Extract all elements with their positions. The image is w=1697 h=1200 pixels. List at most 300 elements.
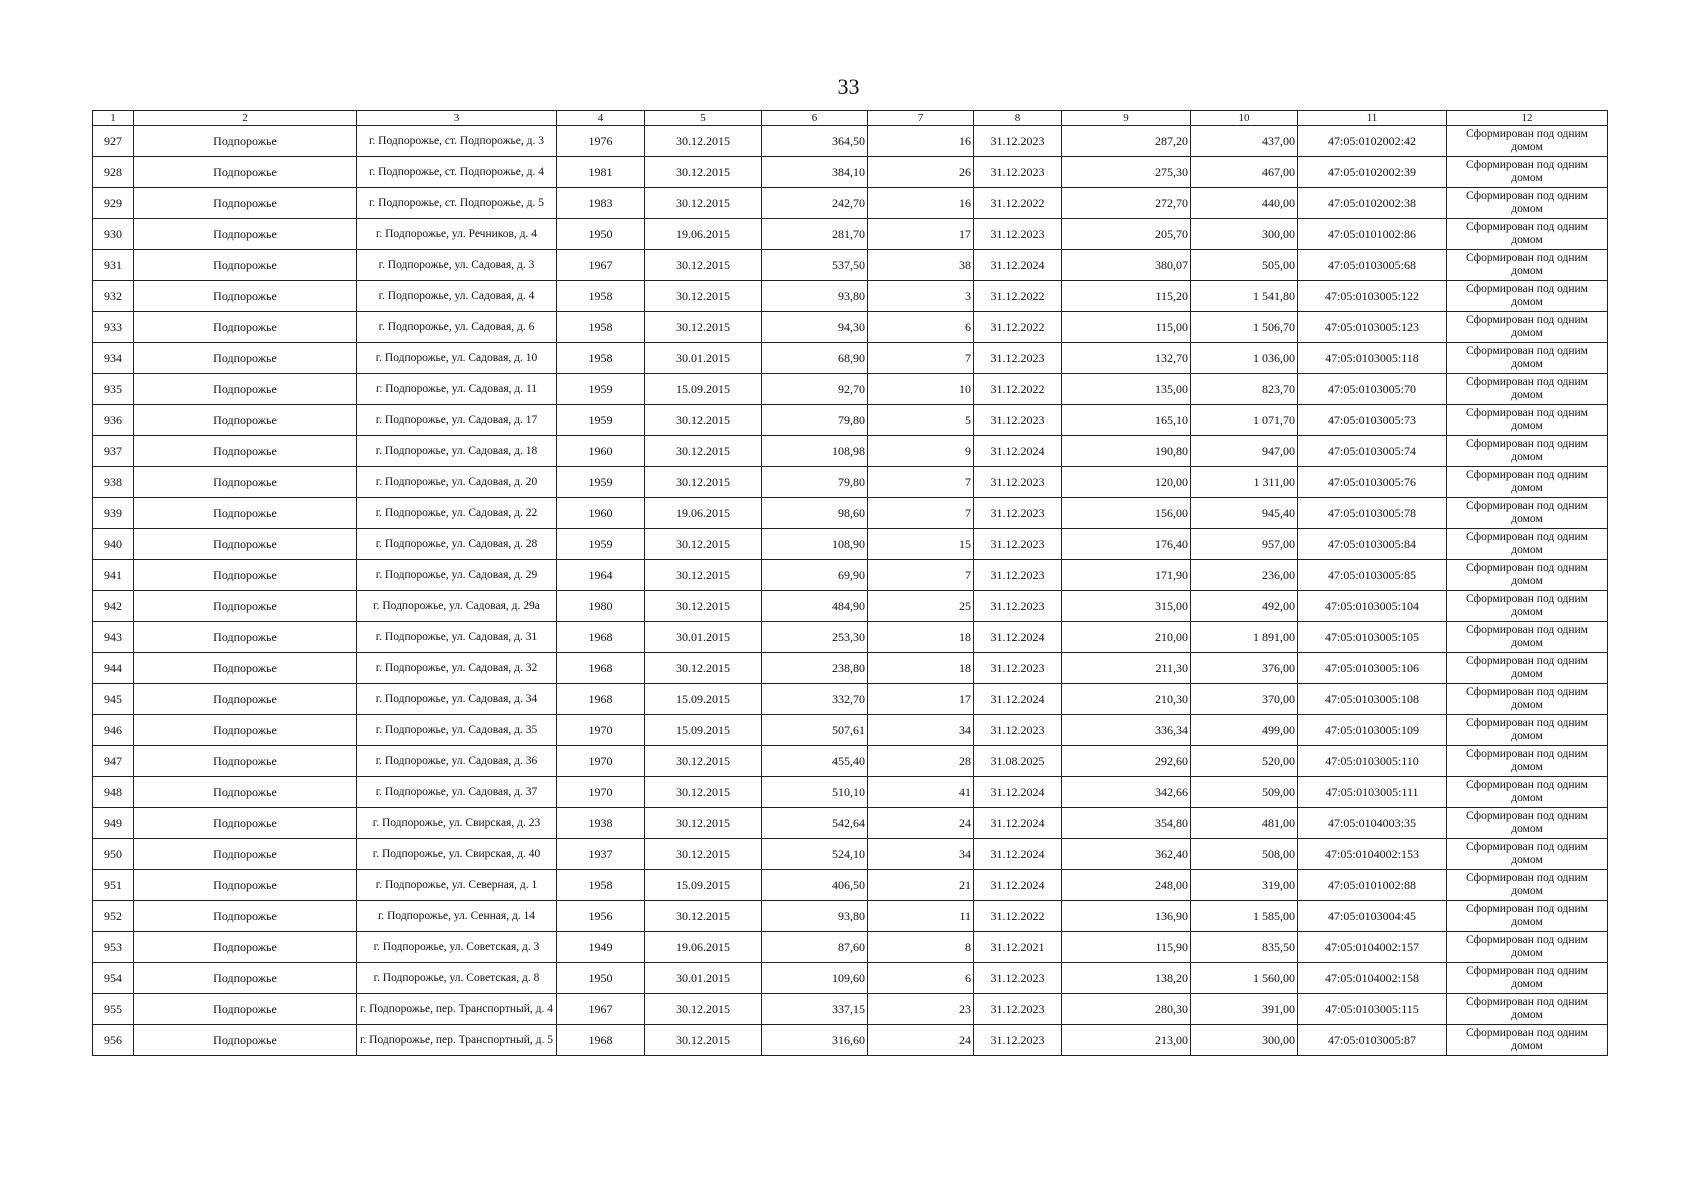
year-cell: 1960: [557, 436, 645, 467]
column-header: 8: [974, 111, 1062, 126]
plot-area-cell: 437,00: [1191, 126, 1298, 157]
address-cell: г. Подпорожье, пер. Транспортный, д. 4: [357, 994, 557, 1025]
deadline-cell: 31.12.2023: [974, 467, 1062, 498]
value-cell: 120,00: [1062, 467, 1191, 498]
area-cell: 68,90: [762, 343, 868, 374]
date-cell: 30.12.2015: [645, 901, 762, 932]
deadline-cell: 31.12.2023: [974, 963, 1062, 994]
status-cell: Сформирован под одним домом: [1447, 963, 1608, 994]
count-cell: 11: [868, 901, 974, 932]
deadline-cell: 31.12.2023: [974, 653, 1062, 684]
address-cell: г. Подпорожье, ул. Садовая, д. 17: [357, 405, 557, 436]
plot-area-cell: 1 585,00: [1191, 901, 1298, 932]
status-cell: Сформирован под одним домом: [1447, 281, 1608, 312]
status-cell: Сформирован под одним домом: [1447, 529, 1608, 560]
cadastral-number-cell: 47:05:0103005:68: [1298, 250, 1447, 281]
value-cell: 342,66: [1062, 777, 1191, 808]
count-cell: 7: [868, 498, 974, 529]
plot-area-cell: 957,00: [1191, 529, 1298, 560]
deadline-cell: 31.12.2024: [974, 684, 1062, 715]
year-cell: 1959: [557, 467, 645, 498]
status-cell: Сформирован под одним домом: [1447, 560, 1608, 591]
row-number-cell: 927: [93, 126, 134, 157]
status-cell: Сформирован под одним домом: [1447, 684, 1608, 715]
address-cell: г. Подпорожье, ул. Советская, д. 8: [357, 963, 557, 994]
plot-area-cell: 236,00: [1191, 560, 1298, 591]
area-cell: 384,10: [762, 157, 868, 188]
header-row: [93, 111, 1608, 126]
table-row: [93, 591, 1608, 622]
date-cell: 30.12.2015: [645, 405, 762, 436]
year-cell: 1967: [557, 994, 645, 1025]
count-cell: 34: [868, 715, 974, 746]
status-cell: Сформирован под одним домом: [1447, 312, 1608, 343]
table-row: [93, 157, 1608, 188]
status-cell: Сформирован под одним домом: [1447, 746, 1608, 777]
date-cell: 30.12.2015: [645, 746, 762, 777]
cadastral-number-cell: 47:05:0103005:106: [1298, 653, 1447, 684]
cadastral-number-cell: 47:05:0103005:122: [1298, 281, 1447, 312]
area-cell: 455,40: [762, 746, 868, 777]
table-body: [93, 126, 1608, 1056]
cadastral-number-cell: 47:05:0103005:74: [1298, 436, 1447, 467]
locality-cell: Подпорожье: [134, 157, 357, 188]
table-row: [93, 343, 1608, 374]
cadastral-number-cell: 47:05:0103005:110: [1298, 746, 1447, 777]
area-cell: 507,61: [762, 715, 868, 746]
cadastral-number-cell: 47:05:0103005:123: [1298, 312, 1447, 343]
table-row: [93, 560, 1608, 591]
deadline-cell: 31.12.2023: [974, 715, 1062, 746]
address-cell: г. Подпорожье, ул. Садовая, д. 3: [357, 250, 557, 281]
cadastral-number-cell: 47:05:0104002:158: [1298, 963, 1447, 994]
year-cell: 1938: [557, 808, 645, 839]
plot-area-cell: 376,00: [1191, 653, 1298, 684]
count-cell: 25: [868, 591, 974, 622]
year-cell: 1970: [557, 715, 645, 746]
year-cell: 1970: [557, 746, 645, 777]
table-row: [93, 715, 1608, 746]
plot-area-cell: 1 560,00: [1191, 963, 1298, 994]
date-cell: 15.09.2015: [645, 684, 762, 715]
plot-area-cell: 499,00: [1191, 715, 1298, 746]
deadline-cell: 31.12.2023: [974, 994, 1062, 1025]
value-cell: 136,90: [1062, 901, 1191, 932]
deadline-cell: 31.12.2024: [974, 622, 1062, 653]
cadastral-number-cell: 47:05:0103005:76: [1298, 467, 1447, 498]
deadline-cell: 31.12.2024: [974, 839, 1062, 870]
address-cell: г. Подпорожье, ул. Сенная, д. 14: [357, 901, 557, 932]
deadline-cell: 31.12.2024: [974, 777, 1062, 808]
count-cell: 17: [868, 684, 974, 715]
status-cell: Сформирован под одним домом: [1447, 932, 1608, 963]
status-cell: Сформирован под одним домом: [1447, 250, 1608, 281]
column-header: 5: [645, 111, 762, 126]
year-cell: 1976: [557, 126, 645, 157]
row-number-cell: 948: [93, 777, 134, 808]
locality-cell: Подпорожье: [134, 281, 357, 312]
plot-area-cell: 1 071,70: [1191, 405, 1298, 436]
address-cell: г. Подпорожье, пер. Транспортный, д. 5: [357, 1025, 557, 1056]
year-cell: 1950: [557, 963, 645, 994]
year-cell: 1956: [557, 901, 645, 932]
count-cell: 24: [868, 808, 974, 839]
plot-area-cell: 440,00: [1191, 188, 1298, 219]
table-row: [93, 839, 1608, 870]
row-number-cell: 930: [93, 219, 134, 250]
plot-area-cell: 391,00: [1191, 994, 1298, 1025]
table-row: [93, 219, 1608, 250]
area-cell: 332,70: [762, 684, 868, 715]
locality-cell: Подпорожье: [134, 622, 357, 653]
status-cell: Сформирован под одним домом: [1447, 994, 1608, 1025]
plot-area-cell: 520,00: [1191, 746, 1298, 777]
cadastral-number-cell: 47:05:0103005:73: [1298, 405, 1447, 436]
value-cell: 190,80: [1062, 436, 1191, 467]
value-cell: 315,00: [1062, 591, 1191, 622]
year-cell: 1958: [557, 312, 645, 343]
status-cell: Сформирован под одним домом: [1447, 777, 1608, 808]
column-header: 10: [1191, 111, 1298, 126]
deadline-cell: 31.12.2023: [974, 560, 1062, 591]
date-cell: 15.09.2015: [645, 870, 762, 901]
table-row: [93, 436, 1608, 467]
address-cell: г. Подпорожье, ул. Садовая, д. 29: [357, 560, 557, 591]
status-cell: Сформирован под одним домом: [1447, 374, 1608, 405]
year-cell: 1958: [557, 281, 645, 312]
year-cell: 1959: [557, 405, 645, 436]
table-row: [93, 250, 1608, 281]
date-cell: 30.12.2015: [645, 560, 762, 591]
year-cell: 1983: [557, 188, 645, 219]
cadastral-number-cell: 47:05:0103005:118: [1298, 343, 1447, 374]
plot-area-cell: 1 311,00: [1191, 467, 1298, 498]
table-row: [93, 467, 1608, 498]
value-cell: 115,20: [1062, 281, 1191, 312]
table-header: [93, 111, 1608, 126]
cadastral-number-cell: 47:05:0103005:87: [1298, 1025, 1447, 1056]
year-cell: 1970: [557, 777, 645, 808]
count-cell: 15: [868, 529, 974, 560]
value-cell: 210,00: [1062, 622, 1191, 653]
value-cell: 132,70: [1062, 343, 1191, 374]
status-cell: Сформирован под одним домом: [1447, 839, 1608, 870]
area-cell: 69,90: [762, 560, 868, 591]
cadastral-number-cell: 47:05:0104002:157: [1298, 932, 1447, 963]
cadastral-number-cell: 47:05:0103005:84: [1298, 529, 1447, 560]
address-cell: г. Подпорожье, ул. Садовая, д. 11: [357, 374, 557, 405]
row-number-cell: 932: [93, 281, 134, 312]
address-cell: г. Подпорожье, ул. Садовая, д. 35: [357, 715, 557, 746]
address-cell: г. Подпорожье, ст. Подпорожье, д. 3: [357, 126, 557, 157]
value-cell: 275,30: [1062, 157, 1191, 188]
area-cell: 510,10: [762, 777, 868, 808]
date-cell: 19.06.2015: [645, 498, 762, 529]
table-row: [93, 746, 1608, 777]
date-cell: 30.12.2015: [645, 467, 762, 498]
area-cell: 79,80: [762, 467, 868, 498]
column-header: 4: [557, 111, 645, 126]
deadline-cell: 31.12.2023: [974, 405, 1062, 436]
column-header: 3: [357, 111, 557, 126]
value-cell: 176,40: [1062, 529, 1191, 560]
cadastral-number-cell: 47:05:0103005:85: [1298, 560, 1447, 591]
status-cell: Сформирован под одним домом: [1447, 467, 1608, 498]
value-cell: 115,00: [1062, 312, 1191, 343]
count-cell: 24: [868, 1025, 974, 1056]
area-cell: 93,80: [762, 281, 868, 312]
date-cell: 30.12.2015: [645, 808, 762, 839]
address-cell: г. Подпорожье, ул. Садовая, д. 28: [357, 529, 557, 560]
count-cell: 38: [868, 250, 974, 281]
area-cell: 484,90: [762, 591, 868, 622]
table-row: [93, 777, 1608, 808]
cadastral-number-cell: 47:05:0103005:104: [1298, 591, 1447, 622]
count-cell: 9: [868, 436, 974, 467]
table-row: [93, 932, 1608, 963]
deadline-cell: 31.12.2022: [974, 281, 1062, 312]
count-cell: 7: [868, 343, 974, 374]
value-cell: 156,00: [1062, 498, 1191, 529]
locality-cell: Подпорожье: [134, 498, 357, 529]
row-number-cell: 934: [93, 343, 134, 374]
locality-cell: Подпорожье: [134, 715, 357, 746]
area-cell: 87,60: [762, 932, 868, 963]
status-cell: Сформирован под одним домом: [1447, 405, 1608, 436]
address-cell: г. Подпорожье, ул. Северная, д. 1: [357, 870, 557, 901]
value-cell: 165,10: [1062, 405, 1191, 436]
count-cell: 41: [868, 777, 974, 808]
status-cell: Сформирован под одним домом: [1447, 591, 1608, 622]
table-row: [93, 529, 1608, 560]
column-header: 2: [134, 111, 357, 126]
deadline-cell: 31.12.2024: [974, 870, 1062, 901]
plot-area-cell: 481,00: [1191, 808, 1298, 839]
row-number-cell: 931: [93, 250, 134, 281]
table-row: [93, 188, 1608, 219]
year-cell: 1959: [557, 374, 645, 405]
row-number-cell: 946: [93, 715, 134, 746]
area-cell: 92,70: [762, 374, 868, 405]
value-cell: 272,70: [1062, 188, 1191, 219]
table-row: [93, 653, 1608, 684]
date-cell: 30.12.2015: [645, 157, 762, 188]
row-number-cell: 933: [93, 312, 134, 343]
status-cell: Сформирован под одним домом: [1447, 343, 1608, 374]
year-cell: 1937: [557, 839, 645, 870]
plot-area-cell: 1 541,80: [1191, 281, 1298, 312]
plot-area-cell: 300,00: [1191, 219, 1298, 250]
locality-cell: Подпорожье: [134, 901, 357, 932]
date-cell: 30.12.2015: [645, 312, 762, 343]
year-cell: 1981: [557, 157, 645, 188]
area-cell: 281,70: [762, 219, 868, 250]
locality-cell: Подпорожье: [134, 932, 357, 963]
year-cell: 1967: [557, 250, 645, 281]
status-cell: Сформирован под одним домом: [1447, 126, 1608, 157]
column-header: 6: [762, 111, 868, 126]
value-cell: 205,70: [1062, 219, 1191, 250]
count-cell: 10: [868, 374, 974, 405]
locality-cell: Подпорожье: [134, 684, 357, 715]
row-number-cell: 941: [93, 560, 134, 591]
plot-area-cell: 319,00: [1191, 870, 1298, 901]
plot-area-cell: 1 506,70: [1191, 312, 1298, 343]
deadline-cell: 31.12.2024: [974, 250, 1062, 281]
deadline-cell: 31.12.2023: [974, 157, 1062, 188]
locality-cell: Подпорожье: [134, 777, 357, 808]
year-cell: 1960: [557, 498, 645, 529]
row-number-cell: 939: [93, 498, 134, 529]
row-number-cell: 947: [93, 746, 134, 777]
cadastral-number-cell: 47:05:0102002:42: [1298, 126, 1447, 157]
address-cell: г. Подпорожье, ул. Садовая, д. 18: [357, 436, 557, 467]
area-cell: 98,60: [762, 498, 868, 529]
address-cell: г. Подпорожье, ул. Садовая, д. 4: [357, 281, 557, 312]
date-cell: 30.12.2015: [645, 250, 762, 281]
locality-cell: Подпорожье: [134, 529, 357, 560]
status-cell: Сформирован под одним домом: [1447, 436, 1608, 467]
row-number-cell: 928: [93, 157, 134, 188]
plot-area-cell: 1 891,00: [1191, 622, 1298, 653]
area-cell: 316,60: [762, 1025, 868, 1056]
address-cell: г. Подпорожье, ул. Садовая, д. 10: [357, 343, 557, 374]
row-number-cell: 954: [93, 963, 134, 994]
locality-cell: Подпорожье: [134, 808, 357, 839]
cadastral-number-cell: 47:05:0102002:38: [1298, 188, 1447, 219]
status-cell: Сформирован под одним домом: [1447, 188, 1608, 219]
year-cell: 1980: [557, 591, 645, 622]
row-number-cell: 936: [93, 405, 134, 436]
status-cell: Сформирован под одним домом: [1447, 870, 1608, 901]
count-cell: 26: [868, 157, 974, 188]
value-cell: 280,30: [1062, 994, 1191, 1025]
locality-cell: Подпорожье: [134, 467, 357, 498]
area-cell: 542,64: [762, 808, 868, 839]
deadline-cell: 31.12.2021: [974, 932, 1062, 963]
deadline-cell: 31.08.2025: [974, 746, 1062, 777]
count-cell: 8: [868, 932, 974, 963]
deadline-cell: 31.12.2023: [974, 529, 1062, 560]
year-cell: 1949: [557, 932, 645, 963]
status-cell: Сформирован под одним домом: [1447, 1025, 1608, 1056]
area-cell: 108,90: [762, 529, 868, 560]
area-cell: 242,70: [762, 188, 868, 219]
address-cell: г. Подпорожье, ул. Садовая, д. 32: [357, 653, 557, 684]
cadastral-number-cell: 47:05:0103005:109: [1298, 715, 1447, 746]
plot-area-cell: 823,70: [1191, 374, 1298, 405]
plot-area-cell: 300,00: [1191, 1025, 1298, 1056]
date-cell: 30.12.2015: [645, 436, 762, 467]
status-cell: Сформирован под одним домом: [1447, 157, 1608, 188]
year-cell: 1968: [557, 1025, 645, 1056]
date-cell: 30.12.2015: [645, 281, 762, 312]
locality-cell: Подпорожье: [134, 374, 357, 405]
year-cell: 1958: [557, 343, 645, 374]
status-cell: Сформирован под одним домом: [1447, 715, 1608, 746]
value-cell: 292,60: [1062, 746, 1191, 777]
address-cell: г. Подпорожье, ул. Свирская, д. 23: [357, 808, 557, 839]
locality-cell: Подпорожье: [134, 1025, 357, 1056]
date-cell: 30.01.2015: [645, 963, 762, 994]
locality-cell: Подпорожье: [134, 219, 357, 250]
table-row: [93, 312, 1608, 343]
count-cell: 28: [868, 746, 974, 777]
date-cell: 30.12.2015: [645, 777, 762, 808]
table-row: [93, 808, 1608, 839]
cadastral-number-cell: 47:05:0103005:78: [1298, 498, 1447, 529]
locality-cell: Подпорожье: [134, 653, 357, 684]
cadastral-number-cell: 47:05:0103005:105: [1298, 622, 1447, 653]
address-cell: г. Подпорожье, ул. Речников, д. 4: [357, 219, 557, 250]
column-header: 12: [1447, 111, 1608, 126]
count-cell: 5: [868, 405, 974, 436]
area-cell: 524,10: [762, 839, 868, 870]
address-cell: г. Подпорожье, ст. Подпорожье, д. 4: [357, 157, 557, 188]
area-cell: 238,80: [762, 653, 868, 684]
table-row: [93, 405, 1608, 436]
area-cell: 108,98: [762, 436, 868, 467]
cadastral-number-cell: 47:05:0103004:45: [1298, 901, 1447, 932]
date-cell: 30.01.2015: [645, 343, 762, 374]
count-cell: 7: [868, 467, 974, 498]
table-row: [93, 684, 1608, 715]
table-row: [93, 374, 1608, 405]
plot-area-cell: 370,00: [1191, 684, 1298, 715]
locality-cell: Подпорожье: [134, 870, 357, 901]
deadline-cell: 31.12.2022: [974, 374, 1062, 405]
status-cell: Сформирован под одним домом: [1447, 219, 1608, 250]
deadline-cell: 31.12.2022: [974, 188, 1062, 219]
table-row: [93, 498, 1608, 529]
table-row: [93, 901, 1608, 932]
cadastral-number-cell: 47:05:0101002:88: [1298, 870, 1447, 901]
deadline-cell: 31.12.2023: [974, 343, 1062, 374]
cadastral-number-cell: 47:05:0103005:70: [1298, 374, 1447, 405]
area-cell: 406,50: [762, 870, 868, 901]
row-number-cell: 949: [93, 808, 134, 839]
address-cell: г. Подпорожье, ул. Садовая, д. 22: [357, 498, 557, 529]
count-cell: 3: [868, 281, 974, 312]
address-cell: г. Подпорожье, ул. Советская, д. 3: [357, 932, 557, 963]
date-cell: 30.12.2015: [645, 653, 762, 684]
plot-area-cell: 508,00: [1191, 839, 1298, 870]
row-number-cell: 943: [93, 622, 134, 653]
cadastral-number-cell: 47:05:0103005:111: [1298, 777, 1447, 808]
area-cell: 94,30: [762, 312, 868, 343]
year-cell: 1968: [557, 653, 645, 684]
area-cell: 79,80: [762, 405, 868, 436]
year-cell: 1968: [557, 622, 645, 653]
date-cell: 15.09.2015: [645, 374, 762, 405]
row-number-cell: 945: [93, 684, 134, 715]
plot-area-cell: 945,40: [1191, 498, 1298, 529]
row-number-cell: 929: [93, 188, 134, 219]
date-cell: 30.12.2015: [645, 994, 762, 1025]
count-cell: 6: [868, 963, 974, 994]
table-row: [93, 622, 1608, 653]
plot-area-cell: 1 036,00: [1191, 343, 1298, 374]
table-row: [93, 994, 1608, 1025]
table-row: [93, 281, 1608, 312]
value-cell: 171,90: [1062, 560, 1191, 591]
locality-cell: Подпорожье: [134, 343, 357, 374]
status-cell: Сформирован под одним домом: [1447, 808, 1608, 839]
plot-area-cell: 467,00: [1191, 157, 1298, 188]
address-cell: г. Подпорожье, ст. Подпорожье, д. 5: [357, 188, 557, 219]
row-number-cell: 956: [93, 1025, 134, 1056]
row-number-cell: 944: [93, 653, 134, 684]
